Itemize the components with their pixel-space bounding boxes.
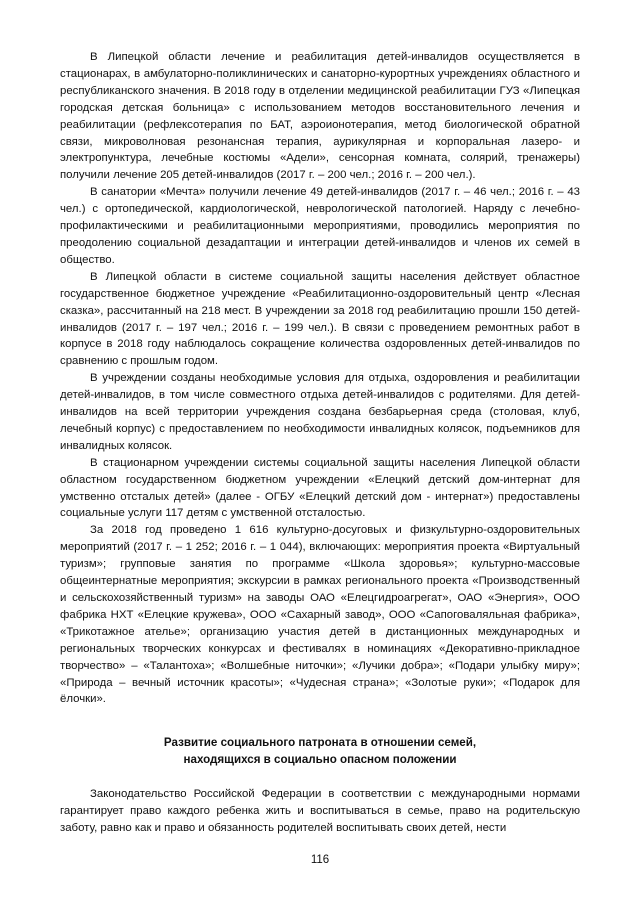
page-number: 116 (310, 854, 330, 866)
paragraph-conditions: В учреждении созданы необходимые условия для отдыха, оздоровления и реабилитации детей-инвалидов, в том числе совместного отдыха детей-инвалидов с родителями. Для детей-инвалидов на всей территории учреждения создана безбарьерная среда (столовая, клуб, лечебный корпус) с предоставлением по необходимости инвалидных колясок, подъемников для инвалидных колясок. (60, 372, 580, 452)
paragraph-events: За 2018 год проведено 1 616 культурно-досуговых и физкультурно-оздоровительных мероприятий (2017 г. – 1 252; 2016 г. – 1 044), включающих: мероприятия проекта «Виртуальный туризм»; групповые занятия по программе «Школа здоровья»; культурно-массовые общеинтернатные мероприятия; экскурсии в рамках регионального проекта «Производственный и сельскохозяйственный туризм» на заводы ОАО «Елецгидроагрегат», ОАО «Энергия», ООО фабрика НХТ «Елецкие кружева», ООО «Сахарный завод», ООО «Сапоговаляльная фабрика», «Трикотажное ателье»; организацию участия детей в дистанционных международных и региональных творческих конкурсах и фестивалях в номинациях «Декоративно-прикладное творчество» – «Талантоха»; «Волшебные ниточки»; «Лучики добра»; «Подари улыбку миру»; «Природа – вечный источник красоты»; «Чудесная страна»; «Золотые руки»; «Подарок для ёлочки». (60, 524, 580, 706)
paragraph-lesnaya-skazka: В Липецкой области в системе социальной защиты населения действует областное государственное бюджетное учреждение «Реабилитационно-оздоровительный центр «Лесная сказка», рассчитанный на 218 мест. В учреждении за 2018 год реабилитацию прошли 150 детей-инвалидов (2017 г. – 197 чел.; 2016 г. – 199 чел.). В связи с проведением ремонтных работ в корпусе в 2018 году наблюдалось сокращение количества оздоровленных детей-инвалидов по сравнению с прошлым годом. (60, 270, 580, 368)
body-text (60, 49, 580, 837)
paragraph-legislation: Законодательство Российской Федерации в соответствии с международными нормами гарантирует право каждого ребенка жить и воспитываться в семье, право на родительскую заботу, равно как и право и обязанность родителей воспитывать своих детей, нести (60, 788, 580, 835)
paragraph-elets-orphanage: В стационарном учреждении системы социальной защиты населения Липецкой области областном государственном бюджетном учреждении «Елецкий детский дом-интернат для умственно отсталых детей» (далее - ОГБУ «Елецкий детский дом - интернат») предоставлены социальные услуги 117 детям с умственной отсталостью. (60, 456, 580, 520)
section-heading-line-2: находящихся в социально опасном положении (183, 753, 457, 767)
paragraph-sanatorium-mechta: В санатории «Мечта» получили лечение 49 детей-инвалидов (2017 г. – 46 чел.; 2016 г. – 43 чел.) с ортопедической, кардиологической, неврологической патологией. Наряду с лечебно-профилактическими и реабилитационными мероприятиями, проводились мероприятия по преодолению социальной дезадаптации и интеграции детей-инвалидов и членов их семей в общество. (60, 186, 580, 266)
section-heading-line-1: Развитие социального патроната в отношении семей, (163, 736, 477, 750)
section-heading (60, 734, 580, 768)
paragraph-treatment-overview: В Липецкой области лечение и реабилитация детей-инвалидов осуществляется в стационарах, в амбулаторно-поликлинических и санаторно-курортных учреждениях областного и республиканского значения. В 2018 году в отделении медицинской реабилитации ГУЗ «Липецкая городская детская больница» с использованием методов восстановительного лечения и реабилитации (рефлексотерапия по БАТ, аэроионотерапия, метод биологической обратной связи, микроволновая резонансная терапия, аурикулярная и корпоральная лазеро- и электропунктура, лечебные костюмы «Адели», сенсорная комната, солярий, тренажеры) получили лечение 205 детей-инвалидов (2017 г. – 200 чел.; 2016 г. – 200 чел.). (60, 51, 580, 182)
